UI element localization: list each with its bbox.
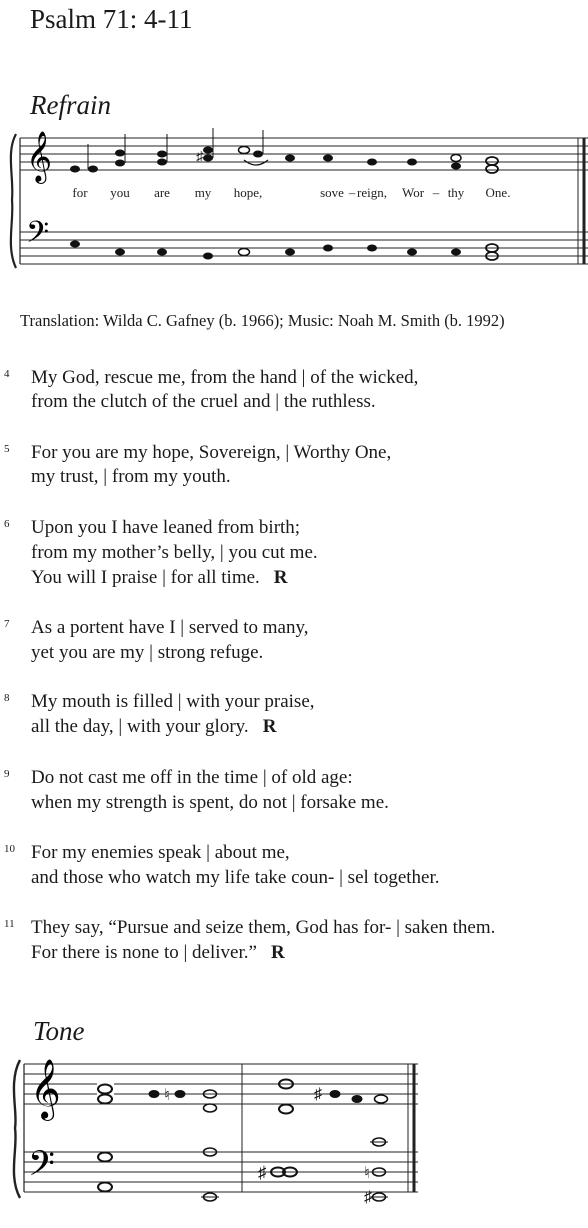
lyric-syllable: sove — [320, 185, 344, 200]
refrain-lyrics — [72, 185, 510, 200]
verse-line: my trust, | from my youth. — [31, 466, 231, 487]
verse-line: My God, rescue me, from the hand | of the wicked, — [31, 367, 419, 388]
verse-line — [31, 941, 285, 965]
verse-line: Do not cast me off in the time | of old age: — [31, 767, 353, 788]
tone-score — [0, 1052, 430, 1217]
lyric-syllable: reign, — [357, 185, 387, 200]
bass-notes — [70, 241, 498, 261]
natural-icon: ♮ — [364, 1165, 370, 1182]
system-brace — [11, 134, 16, 268]
verse-line: They say, “Pursue and seize them, God has for- | saken them. — [31, 917, 496, 938]
bass-staff-lines — [24, 1152, 418, 1192]
verse-line-text: You will I praise | for all time. — [31, 567, 260, 588]
verse-number: 5 — [4, 443, 10, 455]
lyric-syllable: thy — [447, 185, 465, 200]
lyric-syllable: you — [110, 185, 130, 200]
treble-staff-lines — [20, 138, 588, 170]
verse-number: 10 — [4, 843, 15, 855]
verse-line: My mouth is filled | with your praise, — [31, 691, 315, 712]
tone-staff-system — [0, 1052, 430, 1212]
sharp-icon: ♯ — [258, 1163, 267, 1182]
lyric-syllable: my — [194, 185, 212, 200]
refrain-marker: R — [262, 716, 277, 737]
sharp-icon: ♯ — [196, 150, 203, 165]
verse-number: 8 — [4, 692, 10, 704]
sharp-icon: ♯ — [364, 1189, 372, 1206]
verse-line: For my enemies speak | about me, — [31, 842, 290, 863]
bass-clef-icon: 𝄢 — [26, 216, 50, 256]
page-title: Psalm 71: 4-11 — [30, 4, 193, 34]
verse-number: 7 — [4, 618, 10, 630]
lyric-syllable: are — [154, 185, 170, 200]
natural-icon: ♮ — [164, 1087, 170, 1104]
bass-staff-lines — [20, 232, 588, 264]
verse-line: For you are my hope, Sovereign, | Worthy One, — [31, 442, 392, 463]
lyric-syllable: One. — [485, 185, 511, 200]
lyric-hyphen: – — [432, 185, 440, 200]
treble-clef-icon: 𝄞 — [30, 1061, 61, 1118]
sharp-icon: ♯ — [314, 1086, 322, 1103]
refrain-heading: Refrain — [30, 90, 111, 120]
lyric-syllable: for — [72, 185, 88, 200]
bass-clef-icon: 𝄢 — [28, 1146, 56, 1192]
refrain-staff-system — [0, 122, 588, 272]
verse-number: 9 — [4, 768, 10, 780]
verse-line: when my strength is spent, do not | forsake me. — [31, 792, 389, 813]
verse-line: from my mother’s belly, | you cut me. — [31, 542, 318, 563]
system-brace — [14, 1060, 20, 1198]
verse-number: 4 — [4, 368, 10, 380]
tone-heading: Tone — [33, 1016, 85, 1046]
refrain-marker: R — [270, 942, 285, 963]
lyric-hyphen: – — [348, 185, 356, 200]
credit-line: Translation: Wilda C. Gafney (b. 1966); Music: Noah M. Smith (b. 1992) — [20, 311, 505, 330]
refrain-score — [0, 122, 588, 277]
verse-line: yet you are my | strong refuge. — [31, 642, 264, 663]
verse-line: As a portent have I | served to many, — [31, 617, 309, 638]
verse-number: 6 — [4, 518, 10, 530]
verse-line-text: all the day, | with your glory. — [31, 716, 249, 737]
treble-clef-icon: 𝄞 — [26, 132, 53, 181]
verse-line — [31, 715, 276, 739]
verse-line-text: For there is none to | deliver.” — [31, 942, 257, 963]
verse-line: from the clutch of the cruel and | the ruthless. — [31, 391, 376, 412]
verse-line: Upon you I have leaned from birth; — [31, 517, 301, 538]
treble-notes — [70, 128, 498, 173]
lyric-syllable: Wor — [401, 185, 425, 200]
refrain-marker: R — [273, 567, 288, 588]
verse-line: and those who watch my life take coun- | sel together. — [31, 867, 440, 888]
verse-number: 11 — [4, 918, 15, 930]
verse-line — [31, 566, 288, 590]
lyric-syllable: hope, — [233, 185, 263, 200]
